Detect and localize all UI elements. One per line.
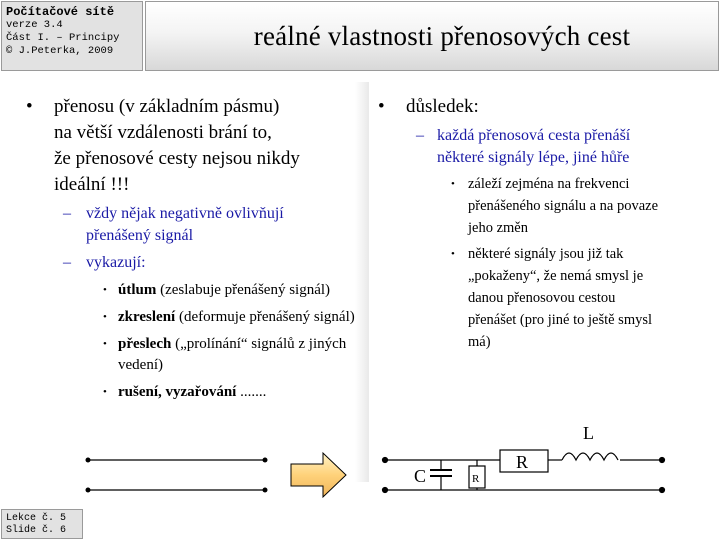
copyright-label: © J.Peterka, 2009 (6, 45, 114, 57)
text-line: přenášet (pro jiné to ještě smysl (468, 312, 653, 328)
bullet-icon: • (103, 311, 107, 323)
text-line: přenášený signál (86, 227, 194, 244)
left-column (26, 94, 381, 403)
series-resistor-label: R (516, 452, 529, 472)
item-bold: rušení, vyzařování (118, 384, 237, 400)
ideal-wire-pair (86, 458, 268, 493)
text-line: přenášeného signálu a na povaze (468, 198, 659, 214)
list-item (26, 280, 381, 301)
dash-icon: – (416, 127, 424, 144)
terminal (263, 488, 268, 493)
list-item (26, 382, 381, 403)
list-item (378, 173, 718, 239)
item-bold: útlum (118, 282, 157, 298)
dash-icon: – (63, 254, 71, 271)
title-bar (145, 1, 719, 71)
text-line: důsledek: (406, 96, 479, 117)
terminal (86, 488, 91, 493)
terminal (660, 458, 665, 463)
text-line: přenosu (v základním pásmu) (54, 96, 280, 117)
part-label: Část I. – Principy (6, 32, 120, 44)
lecture-number: Lekce č. 5 (6, 513, 67, 524)
terminal (86, 458, 91, 463)
bullet-icon: • (451, 178, 455, 190)
bullet-icon: • (103, 284, 107, 296)
right-column (378, 94, 718, 353)
terminal (263, 458, 268, 463)
text-line: „pokaženy“, že nemá smysl je (468, 268, 644, 284)
arrow-icon (291, 453, 346, 497)
item-text: („prolínání“ signálů z jiných vedení) (118, 336, 347, 373)
text-line: na větší vzdálenosti brání to, (54, 122, 272, 143)
slide-number: Slide č. 6 (6, 525, 67, 536)
course-info-box (1, 1, 143, 71)
left-sub-bullet-2 (26, 252, 381, 274)
slide-footer (1, 509, 83, 539)
bullet-icon: • (451, 248, 455, 260)
item-text: (deformuje přenášený signál) (175, 309, 355, 325)
item-bold: zkreslení (118, 309, 176, 325)
text-line: vykazují: (86, 254, 146, 271)
slide-title: reálné vlastnosti přenosových cest (253, 20, 631, 51)
course-name: Počítačové sítě (6, 5, 115, 19)
text-line: některé signály lépe, jiné hůře (437, 149, 630, 166)
right-main-bullet (378, 94, 718, 120)
text-line: danou přenosovou cestou (468, 290, 616, 306)
list-item (26, 334, 381, 376)
bullet-icon: • (103, 338, 107, 350)
terminal (383, 458, 388, 463)
bullet-icon: • (26, 96, 33, 117)
text-line: některé signály jsou již tak (468, 246, 624, 262)
text-line: ideální !!! (54, 174, 130, 195)
terminal (660, 488, 665, 493)
left-sub-bullet-1 (26, 203, 381, 247)
terminal (383, 488, 388, 493)
text-line: záleží zejména na frekvenci (468, 176, 630, 192)
text-line: vždy nějak negativně ovlivňují (86, 205, 284, 222)
dash-icon: – (63, 205, 71, 222)
text-line: každá přenosová cesta přenáší (437, 127, 631, 144)
text-line: že přenosové cesty nejsou nikdy (54, 148, 300, 169)
bullet-icon: • (103, 386, 107, 398)
text-line: jeho změn (468, 220, 528, 236)
capacitor-label: C (414, 466, 427, 486)
list-item (26, 307, 381, 328)
item-text: (zeslabuje přenášený signál) (156, 282, 331, 298)
bullet-icon: • (378, 96, 385, 117)
inductor (562, 453, 618, 460)
item-bold: přeslech (118, 336, 172, 352)
list-item (378, 243, 718, 353)
inductor-label: L (583, 423, 594, 443)
version-label: verze 3.4 (6, 19, 63, 31)
right-sub-bullet (378, 125, 718, 169)
transmission-line-diagram (0, 420, 720, 510)
item-text: ....... (236, 384, 267, 400)
text-line: má) (468, 334, 491, 350)
left-main-bullet (26, 94, 381, 198)
shunt-resistor-label: R (472, 473, 480, 485)
